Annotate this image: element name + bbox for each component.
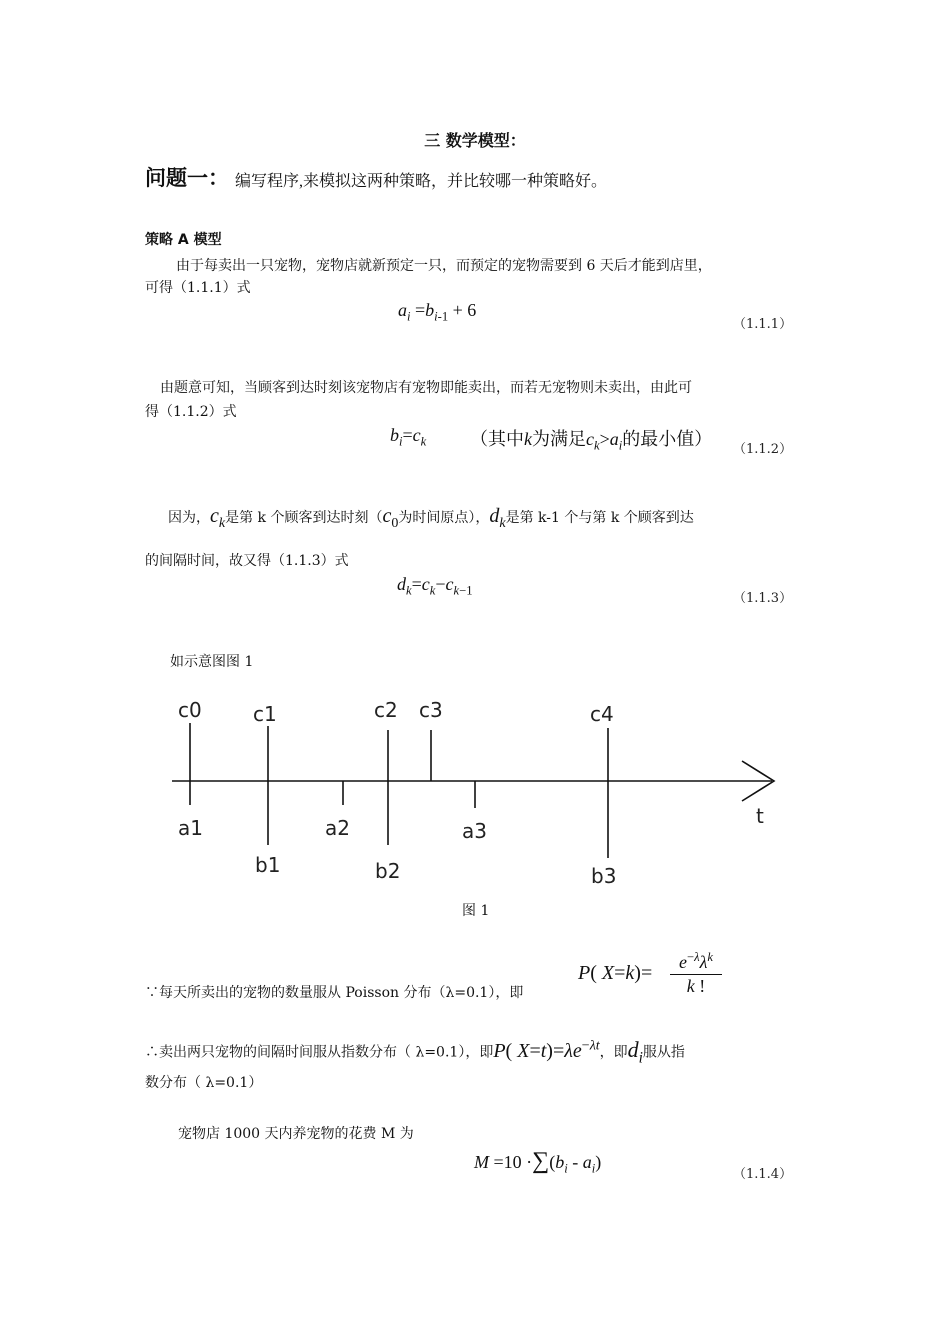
poisson-numerator: $e^{-\lambda}\lambda^k$ [670, 945, 722, 975]
paragraph-1-line-1: 由于每卖出一只宠物，宠物店就新预定一只，而预定的宠物需要到 6 天后才能到店里， [176, 258, 712, 274]
label-b1: b1 [255, 853, 281, 877]
exponential-text-line-1: ∴卖出两只宠物的间隔时间服从指数分布（ λ=0.1），即P( $X=t)=\lambda e^{-\lambda t}$，即$d_i$服从指 [145, 1036, 685, 1067]
equation-number-1-1-1: （1.1.1） [733, 317, 793, 332]
equation-1-1-4: $M =10 \cdot\sum(b_i - a_i)$ [474, 1148, 602, 1176]
paragraph-2-line-1: 由题意可知，当顾客到达时刻该宠物店有宠物即能卖出，而若无宠物则未卖出，由此可 [160, 380, 692, 396]
figure-intro: 如示意图图 1 [170, 654, 254, 670]
exponential-text-line-2: 数分布（ λ=0.1） [145, 1075, 263, 1091]
equation-1-1-2-note: （其中k为满足$c_k>a_i$的最小值） [470, 429, 713, 453]
equation-1-1-3: $d_k=c_k-c_{k-1}$ [397, 574, 473, 598]
figure-caption: 图 1 [462, 903, 490, 919]
equation-number-1-1-2: （1.1.2） [733, 442, 793, 457]
section-heading: 三 数学模型： [424, 131, 526, 150]
equation-1-1-2: $b_i=c_k$ [390, 425, 427, 449]
label-c2: c2 [374, 698, 398, 722]
problem-text: 编写程序,来模拟这两种策略，并比较哪一种策略好。 [235, 173, 608, 190]
paragraph-3-line-1: 因为，$c_k$是第 k 个顾客到达时刻（$c_0$为时间原点），$d_k$是第 k-1 个与第 k 个顾客到达 [168, 505, 694, 531]
poisson-text: ∵每天所卖出的宠物的数量服从 Poisson 分布（λ=0.1），即 [145, 985, 524, 1001]
label-c1: c1 [253, 702, 277, 726]
poisson-denominator: k ! [686, 976, 706, 996]
cost-text: 宠物店 1000 天内养宠物的花费 M 为 [178, 1126, 414, 1142]
label-t: t [756, 804, 764, 828]
equation-number-1-1-3: （1.1.3） [733, 591, 793, 606]
strategy-title: 策略 A 模型 [145, 232, 222, 248]
problem-label: 问题一： [145, 166, 229, 190]
timeline-figure [0, 690, 950, 900]
poisson-formula-left: P( X=k)= [578, 962, 653, 984]
label-a1: a1 [178, 816, 203, 840]
paragraph-1-line-2: 可得（1.1.1）式 [145, 280, 251, 296]
label-c3: c3 [419, 698, 443, 722]
label-a2: a2 [325, 816, 350, 840]
label-c0: c0 [178, 698, 202, 722]
label-a3: a3 [462, 819, 487, 843]
paragraph-2-line-2: 得（1.1.2）式 [145, 404, 237, 420]
equation-1-1-1: $a_i =b_{i-1} + 6$ [398, 300, 477, 324]
label-b2: b2 [375, 859, 401, 883]
label-c4: c4 [590, 702, 614, 726]
paragraph-3-line-2: 的间隔时间，故又得（1.1.3）式 [145, 553, 349, 569]
equation-number-1-1-4: （1.1.4） [733, 1167, 793, 1182]
label-b3: b3 [591, 864, 617, 888]
